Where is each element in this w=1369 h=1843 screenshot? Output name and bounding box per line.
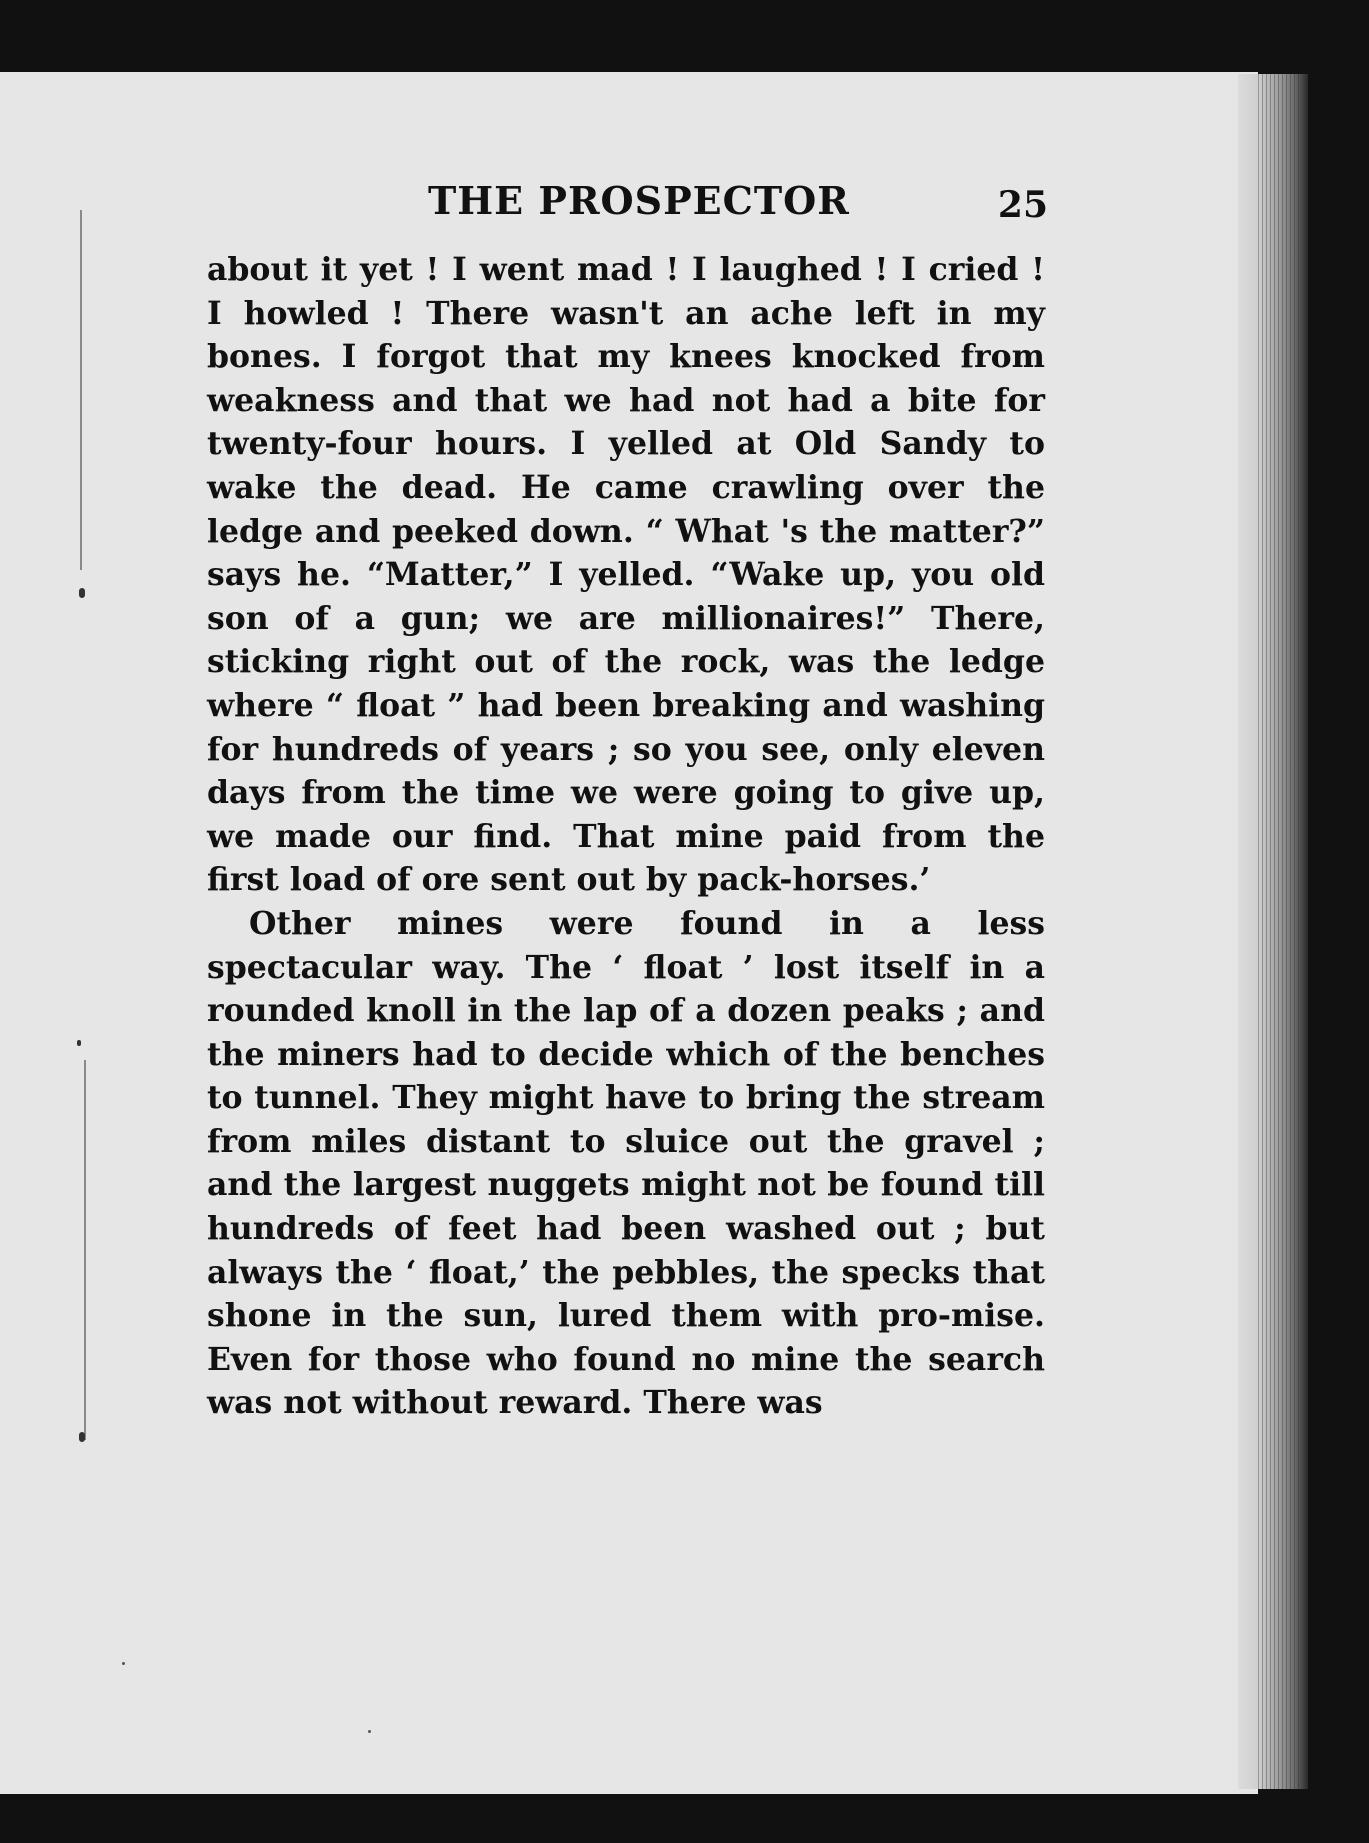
page-edge-stack (1255, 74, 1301, 1789)
paper-speck (122, 1662, 125, 1665)
binding-mark (80, 210, 82, 570)
binding-mark (84, 1060, 86, 1440)
paragraph-1: about it yet ! I went mad ! I laughed ! I cried ! I howled ! There wasn't an ache left in my bones. I forgot that my knees knocked from weakness and that we had not had a bite for twenty-four hours. I yelled at Old Sandy to wake the dead. He came crawling over the ledge and peeked down. “ What 's the matter?” says he. “Matter,” I yelled. “Wake up, you old son of a gun; we are millionaires!” There, sticking right out of the rock, was the ledge where “ float ” had been breaking and washing for hundreds of years ; so you see, only eleven days from the time we were going to give up, we made our find. That mine paid from the first load of ore sent out by pack-horses.’ (207, 251, 1045, 899)
binding-dot (79, 1432, 85, 1442)
paper-speck (368, 1730, 371, 1733)
binding-dot (79, 588, 85, 598)
page-header (210, 178, 1048, 234)
binding-dot (77, 1040, 81, 1046)
running-head: THE PROSPECTOR (428, 178, 850, 223)
body-text (207, 248, 1045, 1425)
paragraph-2: Other mines were found in a less spectacular way. The ‘ float ’ lost itself in a rounded knoll in the lap of a dozen peaks ; and the miners had to decide which of the benches to tunnel. They might have to bring the stream from miles distant to sluice out the gravel ; and the largest nuggets might not be found till hundreds of feet had been washed out ; but always the ‘ float,’ the pebbles, the specks that shone in the sun, lured them with pro-mise. Even for those who found no mine the search was not without reward. There was (207, 904, 1045, 1422)
page-number: 25 (997, 184, 1048, 226)
